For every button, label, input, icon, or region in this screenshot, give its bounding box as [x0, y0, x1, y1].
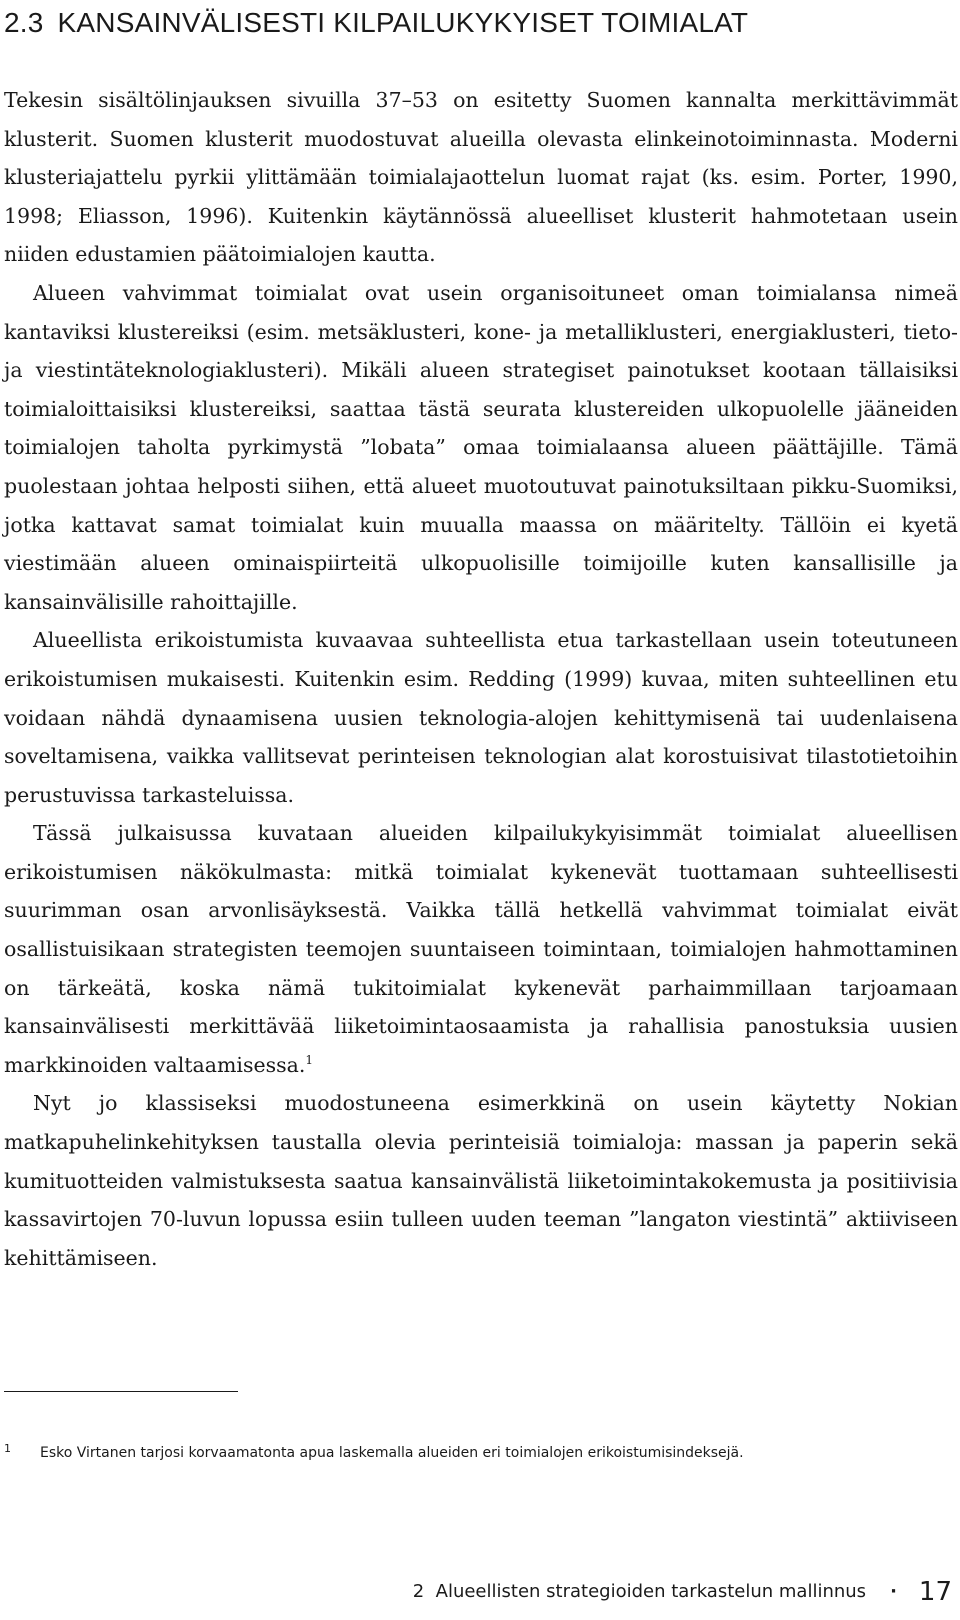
paragraph-5: Nyt jo klassiseksi muodostuneena esimerkkinä on usein käytetty Nokian matkapuhelinkehityksen taustalla olevia perinteisiä toimialoja: massan ja paperin sekä kumituotteiden valmistuksesta saatua kansainvälistä liiketoimintakokemusta ja positiivisia kassavirtojen 70-luvun lopussa esiin tulleen uuden teeman ”langaton viestintä” aktiiviseen kehittämiseen.: [4, 1091, 958, 1270]
body-text: [4, 81, 958, 1277]
page-number: 17: [918, 1577, 952, 1607]
footnote-number: 1: [4, 1442, 11, 1455]
section-number: 2.3: [4, 7, 44, 38]
paragraph-2: Alueen vahvimmat toimialat ovat usein organisoituneet oman toimialansa nimeä kantaviksi klustereiksi (esim. metsäklusteri, kone- ja metalliklusteri, energiaklusteri, tieto- ja viestintäteknologiaklusteri). Mikäli alueen strategiset painotukset kootaan tällaisiksi toimialoittaisiksi klustereiksi, saattaa tästä seurata klustereiden ulkopuolelle jääneiden toimialojen taholta pyrkimystä ”lobata” omaa toimialaansa alueen päättäjille. Tämä puolestaan johtaa helposti siihen, että alueet muotoutuvat painotuksiltaan pikku-Suomiksi, jotka kattavat samat toimialat kuin muualla maassa on määritelty. Tällöin ei kyetä viestimään alueen ominaispiirteitä ulkopuolisille toimijoille kuten kansallisille ja kansainvälisille rahoittajille.: [4, 280, 958, 614]
footnote-reference[interactable]: 1: [305, 1053, 314, 1068]
paragraph-3: Alueellista erikoistumista kuvaavaa suhteellista etua tarkastellaan usein toteutuneen erikoistumisen mukaisesti. Kuitenkin esim. Redding (1999) kuvaa, miten suhteellinen etu voidaan nähdä dynaamisena uusien teknologia-alojen kehittymisenä tai uudenlaisena soveltamisena, vaikka vallitsevat perinteisen teknologian alat korostuisivat tilastotietoihin perustuvissa tarkasteluissa.: [4, 628, 958, 807]
page-footer: [413, 1575, 952, 1609]
footnote-text: Esko Virtanen tarjosi korvaamatonta apua laskemalla alueiden eri toimialojen erikoistumisindeksejä.: [40, 1445, 744, 1461]
paragraph-4: [4, 814, 958, 1084]
section-heading: [4, 4, 944, 42]
paragraph-4-text: Tässä julkaisussa kuvataan alueiden kilpailukykyisimmät toimialat alueellisen erikoistumisen näkökulmasta: mitkä toimialat kykenevät tuottamaan suhteellisesti suurimman osan arvonlisäyksestä. Vaikka tällä hetkellä vahvimmat toimialat eivät osallistuisikaan strategisten teemojen suuntaiseen toimintaan, toimialojen hahmottaminen on tärkeätä, koska nämä tukitoimialat kykenevät parhaimmillaan tarjoamaan kansainvälisesti merkittävää liiketoimintaosaamista ja rahallisia panostuksia uusien markkinoiden valtaamisessa.: [4, 821, 958, 1077]
footnote-divider: [4, 1391, 238, 1392]
paragraph-1: Tekesin sisältölinjauksen sivuilla 37–53 on esitetty Suomen kannalta merkittävimmät klusterit. Suomen klusterit muodostuvat alueilla olevasta elinkeinotoiminnasta. Moderni klusteriajattelu pyrkii ylittämään toimialajaottelun luomat rajat (ks. esim. Porter, 1990, 1998; Eliasson, 1996). Kuitenkin käytännössä alueelliset klusterit hahmotetaan usein niiden edustamien päätoimialojen kautta.: [4, 88, 958, 267]
footnote: [4, 1443, 944, 1463]
section-title: KANSAINVÄLISESTI KILPAILUKYKYISET TOIMIALAT: [57, 7, 749, 38]
footer-separator: ·: [890, 1581, 897, 1602]
footer-chapter-title: 2 Alueellisten strategioiden tarkastelun mallinnus: [412, 1581, 867, 1602]
